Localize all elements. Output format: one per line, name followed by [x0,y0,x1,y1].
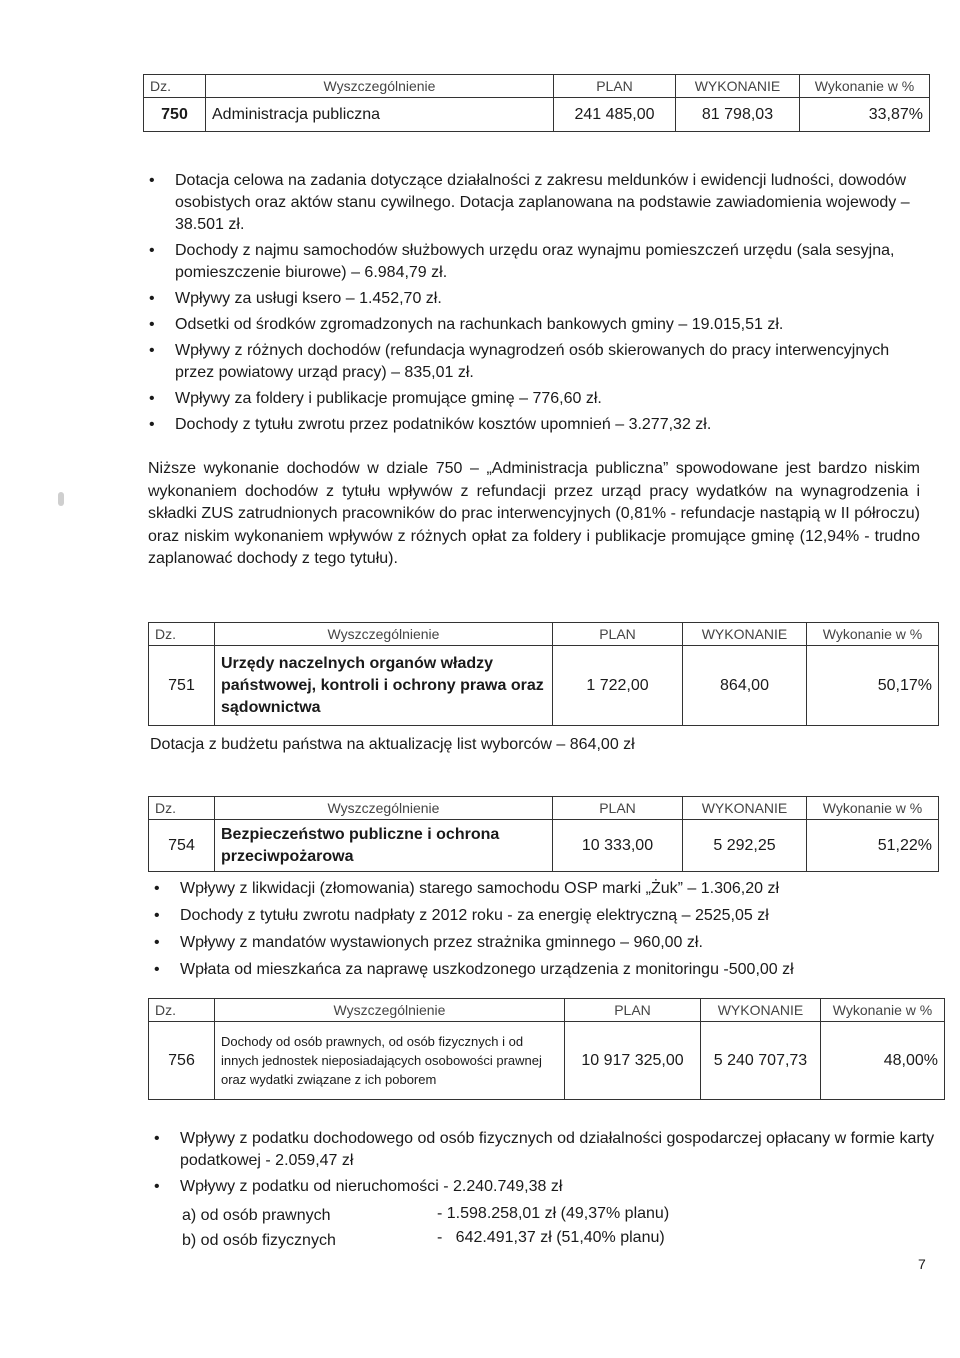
list-item: • Wpływy z podatku dochodowego od osób fizycznych od działalności gospodarczej opłacany w formie karty podatkowej - 2.059,47 zł [148,1128,938,1172]
header-plan: PLAN [554,75,676,98]
row-wykonanie: 81 798,03 [676,98,800,132]
header-percent: Wykonanie w % [807,797,939,820]
header-percent: Wykonanie w % [821,999,945,1022]
list-item: • Wpływy z mandatów wystawionych przez strażnika gminnego – 960,00 zł. [148,932,938,954]
header-dz: Dz. [149,797,215,820]
table-row [149,646,939,726]
header-desc: Wyszczególnienie [215,623,553,646]
row-plan: 1 722,00 [553,646,683,726]
row-wykonanie: 5 240 707,73 [701,1022,821,1100]
list-item: • Dochody z tytułu zwrotu nadpłaty z 2012 roku - za energię elektryczną – 2525,05 zł [148,905,938,927]
table-row [149,1022,945,1100]
row-name: Dochody od osób prawnych, od osób fizycznych i od innych jednostek nieposiadających osobowości prawnej oraz wydatki związane z ich poborem [215,1022,565,1100]
sublist-item-a-label: a) od osób prawnych [182,1207,331,1224]
list-item: • Wpłata od mieszkańca za naprawę uszkodzonego urządzenia z monitoringu -500,00 zł [148,959,938,981]
table-header-row [149,623,939,646]
row-percent: 50,17% [807,646,939,726]
row-dz: 754 [149,820,215,872]
list-item: • Wpływy z różnych dochodów (refundacja wynagrodzeń osób skierowanych do pracy interwencyjnych przez powiatowy urząd pracy) – 835,01 zł. [143,340,923,384]
table-750 [143,74,930,132]
header-wykonanie: WYKONANIE [683,623,807,646]
list-item: • Wpływy z podatku od nieruchomości - 2.240.749,38 zł [148,1176,938,1198]
header-percent: Wykonanie w % [800,75,930,98]
list-item: • Dotacja celowa na zadania dotyczące działalności z zakresu meldunków i ewidencji ludności, dowodów osobistych oraz aktów stanu cywilnego. Dotacja zaplanowana na podstawie zawiadomienia wojewody – 38.501 zł. [143,170,923,236]
header-dz: Dz. [149,623,215,646]
bullet-list-750 [143,170,923,436]
table-header-row [149,797,939,820]
row-percent: 33,87% [800,98,930,132]
list-item: • Wpływy z likwidacji (złomowania) starego samochodu OSP marki „Żuk” – 1.306,20 zł [148,878,938,900]
row-wykonanie: 864,00 [683,646,807,726]
row-dz: 751 [149,646,215,726]
row-name: Administracja publiczna [206,98,554,132]
list-item: • Dochody z tytułu zwrotu przez podatników kosztów upomnień – 3.277,32 zł. [143,414,923,436]
header-desc: Wyszczególnienie [215,999,565,1022]
table-754 [148,796,939,872]
header-wykonanie: WYKONANIE [676,75,800,98]
header-desc: Wyszczególnienie [206,75,554,98]
row-name: Urzędy naczelnych organów władzy państwowej, kontroli i ochrony prawa oraz sądownictwa [215,646,553,726]
list-item: • Wpływy za foldery i publikacje promujące gminę – 776,60 zł. [143,388,923,410]
header-plan: PLAN [553,623,683,646]
row-percent: 51,22% [807,820,939,872]
table-756 [148,998,945,1100]
table-751 [148,622,939,726]
list-item: • Odsetki od środków zgromadzonych na rachunkach bankowych gminy – 19.015,51 zł. [143,314,923,336]
row-plan: 241 485,00 [554,98,676,132]
row-plan: 10 333,00 [553,820,683,872]
sublist-item-a-value: - 1.598.258,01 zł (49,37% planu) [437,1205,670,1222]
row-dz: 750 [144,98,206,132]
row-name: Bezpieczeństwo publiczne i ochrona przeciwpożarowa [215,820,553,872]
row-dz: 756 [149,1022,215,1100]
row-wykonanie: 5 292,25 [683,820,807,872]
bullet-list-756 [148,1128,938,1198]
row-percent: 48,00% [821,1022,945,1100]
bullet-list-754 [148,878,938,981]
sublist-item-b-label: b) od osób fizycznych [182,1232,336,1249]
note-751: Dotacja z budżetu państwa na aktualizację list wyborców – 864,00 zł [150,736,635,753]
header-plan: PLAN [553,797,683,820]
header-wykonanie: WYKONANIE [701,999,821,1022]
scan-artifact [58,492,64,506]
table-row [149,820,939,872]
list-item: • Wpływy za usługi ksero – 1.452,70 zł. [143,288,923,310]
page-number: 7 [918,1256,926,1272]
paragraph-750: Niższe wykonanie dochodów w dziale 750 – „Administracja publiczna” spowodowane jest bardzo niskim wykonaniem dochodów z tytułu wpływów z refundacji przez urząd pracy wydatków na wynagrodzenia i składki ZUS zatrudnionych pracowników do prac interwencyjnych (0,81% - refundacje nastąpią w II półroczu) oraz niskim wykonaniem wpływów z różnych opłat za foldery i publikacje promujące gminę (12,94% - trudno zaplanować dochody z tego tytułu). [148,460,920,567]
header-percent: Wykonanie w % [807,623,939,646]
header-desc: Wyszczególnienie [215,797,553,820]
table-header-row [144,75,930,98]
header-dz: Dz. [144,75,206,98]
header-dz: Dz. [149,999,215,1022]
table-header-row [149,999,945,1022]
list-item: • Dochody z najmu samochodów służbowych urzędu oraz wynajmu pomieszczeń urzędu (sala sesyjna, pomieszczenie biurowe) – 6.984,79 zł. [143,240,923,284]
table-row [144,98,930,132]
header-wykonanie: WYKONANIE [683,797,807,820]
row-plan: 10 917 325,00 [565,1022,701,1100]
sublist-item-b-value: - 642.491,37 zł (51,40% planu) [437,1229,665,1246]
header-plan: PLAN [565,999,701,1022]
